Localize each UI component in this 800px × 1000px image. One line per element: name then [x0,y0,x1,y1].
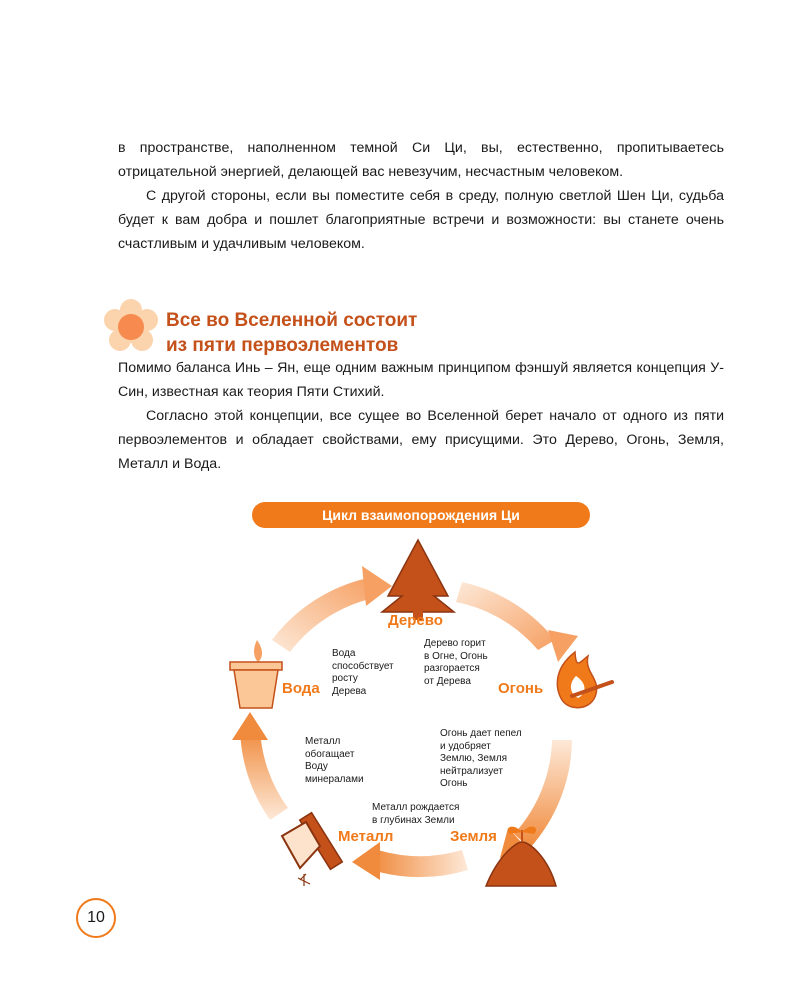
paragraph-1: в пространстве, наполненном темной Си Ци, вы, естественно, пропитываетесь отрицательной энергией, делающей вас невезучим, несчастным человеком. [118,140,724,180]
label-earth: Земля [450,828,497,845]
paragraph-4: Согласно этой концепции, все сущее во Вселенной берет начало от одного из пяти первоэлементов и обладает свойствами, ему присущими. Это Дерево, Огонь, Земля, Металл и Вода. [118,408,724,472]
tree-icon [382,540,454,620]
paragraph-3: Помимо баланса Инь – Ян, еще одним важным принципом фэншуй является концепция У-Син, известная как теория Пяти Стихий. [118,360,724,400]
label-wood: Дерево [388,612,443,629]
flame-icon [557,652,612,708]
page-number: 10 [76,898,116,938]
label-fire: Огонь [498,680,544,697]
heading-line-1: Все во Вселенной состоит [166,310,418,331]
note-metal-water: Металл обогащает Воду минералами [305,736,364,785]
note-water-wood: Вода способствует росту Дерева [332,648,394,697]
arrow-earth-to-metal [372,850,468,877]
paragraph-2: С другой стороны, если вы поместите себя в среду, полную светлой Шен Ци, судьба будет к вам добра и пошлет благоприятные встречи и возможности: вы станете очень счастливым и удачливым человеком. [118,188,724,252]
note-fire-earth: Огонь дает пепел и удобряет Землю, Земля нейтрализует Огонь [440,728,522,789]
arrow-water-to-wood [272,578,374,652]
note-earth-metal: Металл рождается в глубинах Земли [372,802,460,826]
axe-icon [282,813,342,886]
note-wood-fire: Дерево горит в Огне, Огонь разгорается от Дерева [424,638,488,687]
heading-line-2: из пяти первоэлементов [166,335,399,356]
diagram-title: Цикл взаимопорождения Ци [252,502,590,528]
label-water: Вода [282,680,320,697]
label-metal: Металл [338,828,394,845]
pot-icon [230,640,282,708]
arrow-metal-to-water [240,728,288,820]
